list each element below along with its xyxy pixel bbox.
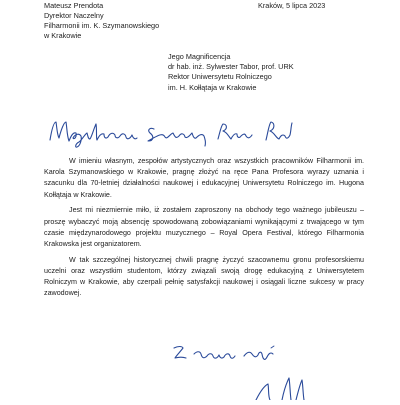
closing-ink	[170, 338, 280, 372]
recipient-line-4: im. H. Kołłątaja w Krakowie	[168, 82, 257, 92]
handwritten-closing	[170, 338, 280, 372]
sender-title: Dyrektor Naczelny	[44, 11, 104, 20]
sender-name: Mateusz Prendota	[44, 1, 104, 10]
signature	[236, 372, 316, 400]
signature-ink	[236, 372, 316, 400]
sender-block	[44, 1, 159, 41]
recipient-block	[168, 52, 294, 93]
sender-institution: Filharmonii im. K. Szymanowskiego	[44, 21, 160, 30]
recipient-line-2: dr hab. inż. Sylwester Tabor, prof. URK	[168, 62, 294, 72]
paragraph-1: W imieniu własnym, zespołów artystycznych oraz wszystkich pracowników Filharmonii im. Karola Szymanowskiego w Krakowie, pragnę złożyć na ręce Pana Profesora wyrazy uznania i szacunku dla 70-letniej działalności naukowej i edukacyjnej Uniwersytetu Rolniczego im. Hugona Kołłątaja w Krakowie.	[44, 157, 364, 199]
handwritten-salutation	[44, 114, 294, 150]
recipient-line-3: Rektor Uniwersytetu Rolniczego	[168, 72, 272, 82]
salutation-ink	[44, 114, 294, 150]
sender-city: w Krakowie	[44, 31, 82, 40]
letter-body	[44, 156, 364, 304]
paragraph-2: Jest mi niezmiernie miło, iż zostałem zaproszony na obchody tego ważnego jubileuszu – proszę wybaczyć moją absencję spowodowaną zobowiązaniami wynikającymi z trwającego w tym czasie międzynarodowego projektu muzycznego – Royal Opera Festival, którego Filharmonia Krakowska jest organizatorem.	[44, 206, 364, 248]
place-date: Kraków, 5 lipca 2023	[258, 1, 326, 10]
recipient-line-1: Jego Magnificencja	[168, 52, 231, 61]
paragraph-3: W tak szczególnej historycznej chwili pragnę życzyć szacownemu gronu profesorskiemu uczelni oraz wszystkim studentom, którzy związali swoją drogę edukacyjną z Uniwersytetem Rolniczym w Krakowie, aby czerpali pełnię satysfakcji naukowej i osiągali liczne sukcesy w pracy zawodowej.	[44, 255, 364, 298]
